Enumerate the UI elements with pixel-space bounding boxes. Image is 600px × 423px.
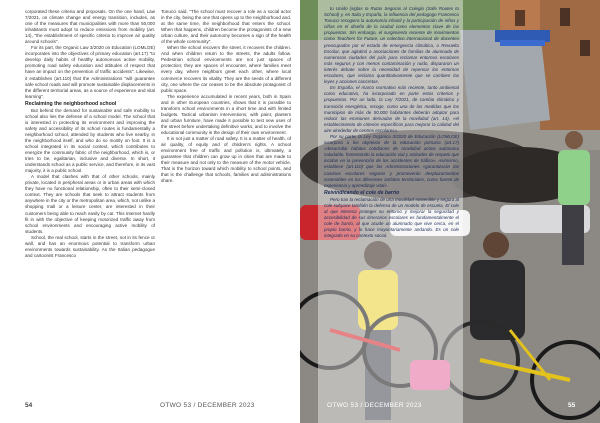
window [580, 40, 590, 56]
person-head [565, 131, 583, 149]
paragraph: En España, el marco normativo más reciente, tanto ambiental como educativo, ha incorporado en parte estos criterios y propuestas. Por un lado, la Ley 7/2021, de cambio climático y transición energética, recoge, como una de las medidas que los municipios de más de 50.000 habitantes deberán adoptar para reducir las emisiones derivadas de la movilidad (art. 14), «el establecimiento de criterios específicos para mejorar la calidad del aire alrededor de centros escolares». [324, 85, 459, 133]
paragraph: It is not just a matter of road safety. It is a matter of health, of air quality, of equity and of children's rights. A school environment free of traffic and pollution is, ultimately, a guarantee that children can grow up in cities that are made to their measure and not only to the measure of the motor vehicle. That is the horizon toward which mobility to school points, and that is the challenge that schools, families and administrations share. [161, 135, 291, 184]
overlay-text-column [324, 6, 459, 239]
window [560, 8, 570, 26]
page-number: 55 [568, 402, 576, 409]
paragraph: Por su parte, la Ley Orgánica 3/2020 de Educación (LOMLOE) incorpora a los objetivos de la educación primaria (art.17) «desarrollar hábitos cotidianos de movilidad activa autónoma saludable, fomentando la educación vial y actitudes de respeto que incidan en la prevención de los accidentes de tráfico». Asimismo, establece (art.110) que las Administraciones «garantizarán los caminos escolares seguros y promoverán desplazamientos sostenibles en los diferentes ámbitos territoriales, como fuente de experiencia y aprendizaje vital». [324, 133, 459, 188]
section-heading: Reclaiming the neighborhood school [25, 100, 117, 107]
paragraph: Pero tras la reclamación de una movilidad sostenible y segura al cole subyace también la defensa de un modelo de escuela. El cole al que interesa proteger su entorno y mejorar la seguridad y accesibilidad de sus itinerarios escolares es fundamentalmente el cole de barrio, al que acude un alumnado que vive cerca, en el propio barrio, y lo hace mayoritariamente andando. Es un cole integrado en su contexto social. [324, 196, 459, 239]
right-page [300, 0, 600, 423]
person-legs [562, 205, 584, 265]
paragraph: When the school recovers the street, it recovers the children. And when children return to the streets, the adults follow. Pedestrian school environments are not just spaces of protection; they are spaces of encounter, where families meet every day, where neighbors greet each other, where local commerce recovers its vitality. They are the seeds of a different city, one where the car ceases to be the absolute protagonist of public space. [161, 45, 291, 93]
footer-title: OTWO 53 / DECEMBER 2023 [327, 402, 422, 409]
person-head [483, 232, 509, 258]
paragraph: tu Unido (siglas Ia Rutas Seguras al Colegio (Safe Routes to School) y, en Italia y España, la influencia del pedagogo Francesco Tonucci recogiera la autonomía infantil y la participación de niños y niñas en el diseño de la ciudad como elementos clave de las propuestas. Sin embargo, el surgimiento reciente de movimientos como Teachers for Future, un colectivo internacional de docentes preocupados por el estado de emergencia climática, o Revuelta Escolar, que aglutinó a asociaciones de familias de alumnado de numerosos ciudades del país para reclamar entornos escolares más seguros y con menos contaminación y ruido, dispararon un interés debate sobre la necesidad de repensar los entornos escolares, que reclama quantitativamente que se cambien las leyes y acciones concretas. [324, 6, 459, 85]
page-number: 54 [25, 402, 33, 409]
paragraph: corporated these criteria and proposals. On the one hand, Law 7/2021, on climate change and energy transition, includes, as one of the measures that municipalities with more than 50,000 inhabitants must adopt to reduce emissions from mobility (art. 14), "the establishment of specific criteria to improve air quality around schools". [25, 9, 155, 45]
person-green-shirt [558, 150, 590, 205]
paragraph: School, the real school, starts in the street, not in its fence or wall, and has an enormous potential to transform urban environments towards sustainability. As the Italian pedagogue and cartoonist Francesco [25, 234, 155, 258]
paragraph: Tonucci said, "The school must recover a role as a social actor in the city, being the one that opens up to the neighborhood and, at the same time, the neighborhood that enters the school. When that happens, children become the protagonists of a new urban culture, and their autonomy becomes a sign of the health of the whole community". [161, 9, 291, 45]
window [515, 10, 525, 26]
paragraph: For its part, the Organic Law 3/2020 on Education (LOMLOE) incorporates into the objectives of primary education (art.17) "to develop daily habits of healthy autonomous active mobility, promoting road safety education and attitudes of respect that have an impact on the prevention of traffic accidents". Likewise, it establishes (art.110) that the Administrations "will guarantee safe school roads and will promote sustainable displacements in the different territorial areas, as a source of experience and vital learning". [25, 45, 155, 99]
footer-title: OTWO 53 / DECEMBER 2023 [160, 402, 255, 409]
text-column-right [161, 9, 291, 184]
paragraph: A model that clashes with that of other schools, mainly private, located in peripheral areas or in urban areas with which they have no functional relationship, often to their semi-closed context. They are schools that seek to attract students from anywhere in the city or the metropolitan area, which, not unlike a shopping mall or a leisure center, are interested in their customers being able to reach easily by car. This internet hardly fit in with the objective of keeping motorized traffic away from school environments and encouraging active mobility of students. [25, 174, 155, 234]
text-column-left [25, 9, 155, 259]
paragraph: The experience accumulated in recent years, both in Spain and in other European countries, shows that it is possible to transform school environments in a short time and with limited budgets. Tactical urbanism interventions, with paint, planters and urban furniture, have made it possible to test new uses of the street before undertaking definitive works, and to involve the educational community in the design of their own environment. [161, 93, 291, 135]
section-heading: Reivindicando el cole de barrio [324, 189, 400, 196]
blue-barrier [500, 40, 545, 46]
paragraph: But behind the demand for sustainable and safe mobility to school also lies the defense of a school model. The school that is interested in protecting its environment and improving the safety and accessibility of its school routes is fundamentally a neighborhood school, attended by students who live nearby, in the neighborhood itself, and who do so mostly on foot. It is a school integrated in its social context, which contributes to energize the community fabric of the neighborhood, which is, or tries to be, egalitarian, inclusive and diverse. In short, it understands school as a public service, and therefore, in its vast majority, it is a public school. [25, 107, 155, 174]
